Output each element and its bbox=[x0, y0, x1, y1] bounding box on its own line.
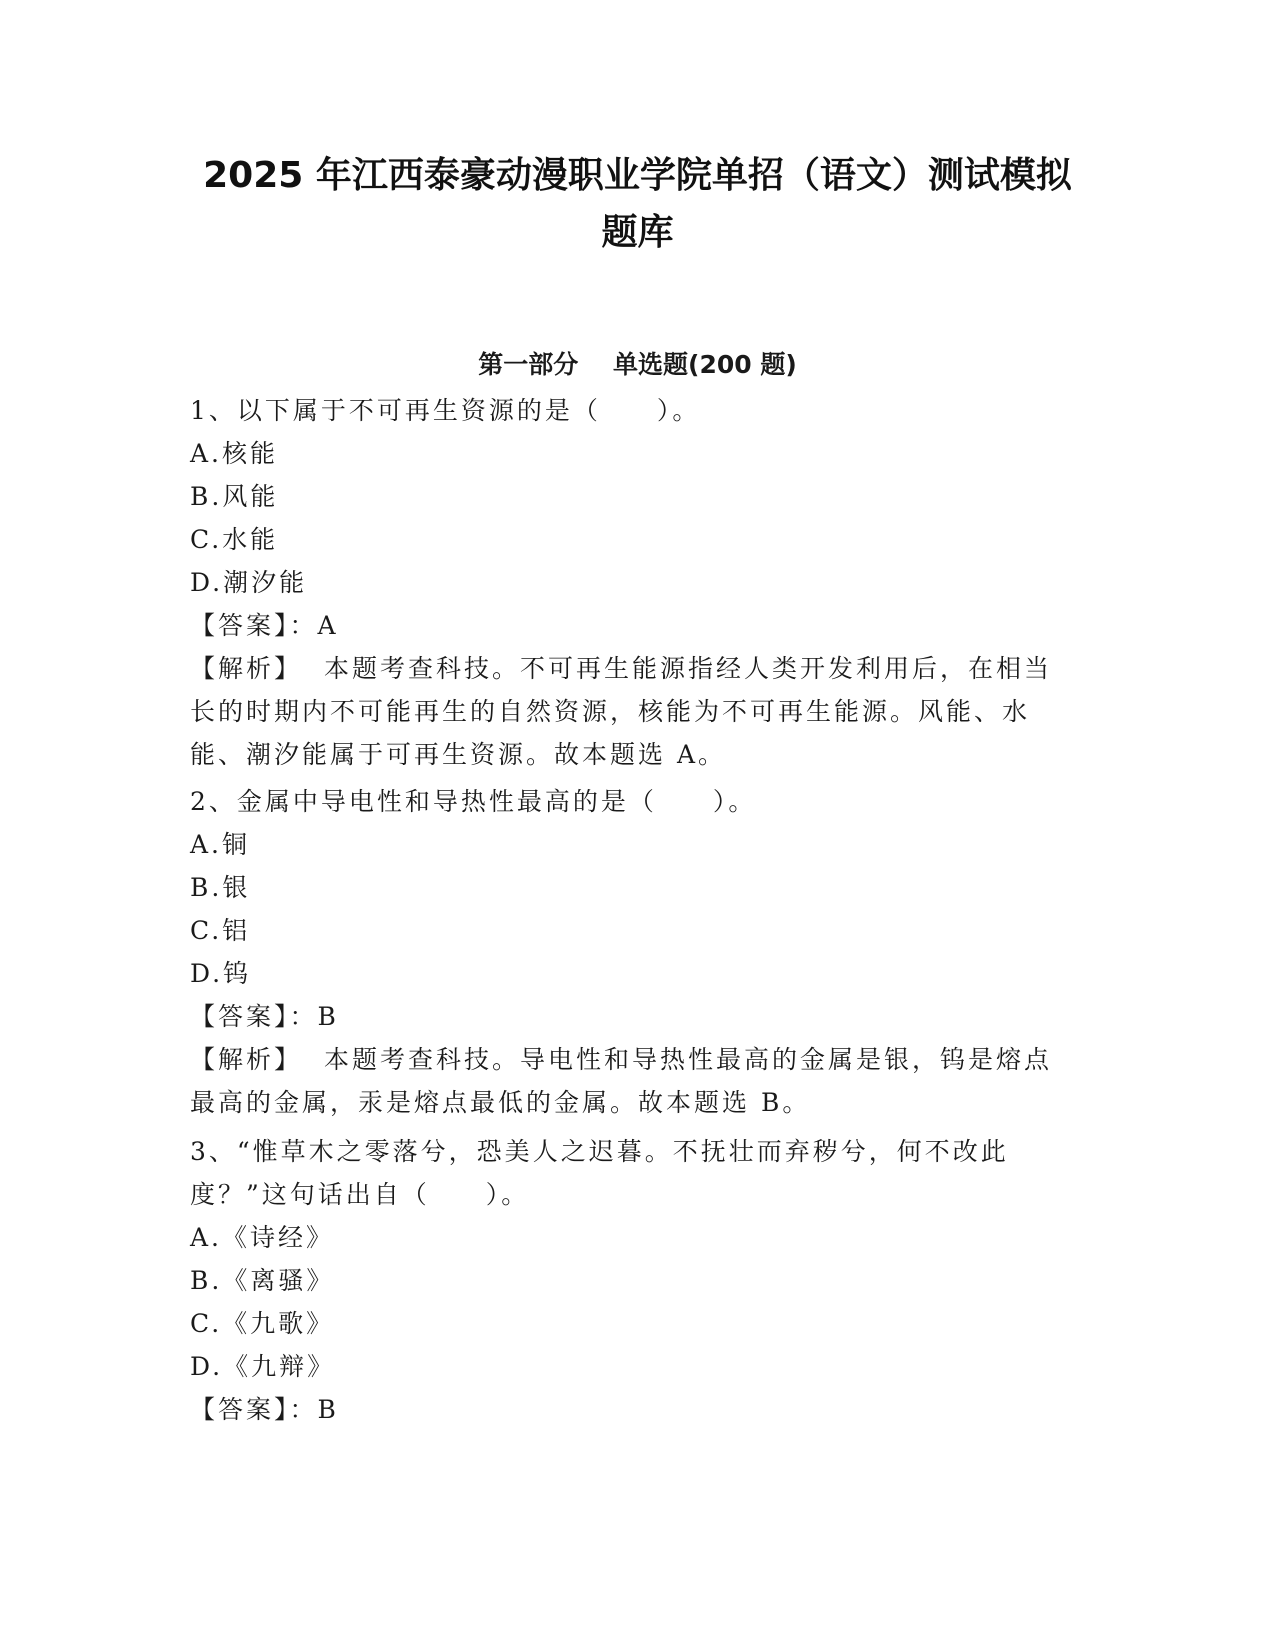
answer-value: ：B bbox=[289, 1395, 339, 1424]
option-a: A.《诗经》 bbox=[190, 1223, 335, 1252]
document-title bbox=[150, 147, 1125, 261]
answer-tag: 【答案】 bbox=[190, 611, 290, 640]
question-3 bbox=[190, 1130, 1080, 1431]
analysis-text: 本题考查科技。不可再生能源指经人类开发利用后，在相当长的时期内不可能再生的自然资源，核能为不可再生能源。风能、水能、潮汐能属于可再生资源。故本题选 A。 bbox=[190, 654, 1053, 769]
analysis-tag: 【解析】 bbox=[190, 1045, 303, 1074]
answer-tag: 【答案】 bbox=[190, 1395, 290, 1424]
question-stem: 1、以下属于不可再生资源的是（ ）。 bbox=[190, 396, 701, 425]
analysis-paragraph bbox=[190, 647, 1080, 776]
option-b: B.风能 bbox=[190, 482, 279, 511]
option-d: D.《九辩》 bbox=[190, 1352, 336, 1381]
question-2 bbox=[190, 780, 1080, 1124]
analysis-text: 本题考查科技。导电性和导热性最高的金属是银，钨是熔点最高的金属，汞是熔点最低的金属。故本题选 B。 bbox=[190, 1045, 1053, 1117]
option-b: B.银 bbox=[190, 873, 251, 902]
option-d: D.钨 bbox=[190, 959, 252, 988]
answer-line bbox=[190, 604, 1080, 647]
answer-line bbox=[190, 995, 1080, 1038]
option-b: B.《离骚》 bbox=[190, 1266, 335, 1295]
answer-value: ：B bbox=[289, 1002, 339, 1031]
question-1 bbox=[190, 389, 1080, 776]
option-a: A.铜 bbox=[190, 830, 251, 859]
answer-tag: 【答案】 bbox=[190, 1002, 290, 1031]
document-title-line-2: 题库 bbox=[601, 212, 674, 253]
option-c: C.《九歌》 bbox=[190, 1309, 335, 1338]
option-c: C.铝 bbox=[190, 916, 251, 945]
question-stem: 3、“惟草木之零落兮，恐美人之迟暮。不抚壮而弃秽兮，何不改此度？”这句话出自（ ）。 bbox=[190, 1137, 1009, 1209]
question-stem: 2、金属中导电性和导热性最高的是（ ）。 bbox=[190, 787, 757, 816]
answer-line bbox=[190, 1388, 1080, 1431]
document-title-line-1: 2025 年江西泰豪动漫职业学院单招（语文）测试模拟 bbox=[203, 155, 1072, 196]
answer-value: ：A bbox=[289, 611, 339, 640]
option-a: A.核能 bbox=[190, 439, 279, 468]
section-heading: 第一部分 单选题(200 题) bbox=[478, 350, 797, 379]
option-d: D.潮汐能 bbox=[190, 568, 308, 597]
analysis-paragraph bbox=[190, 1038, 1080, 1124]
option-c: C.水能 bbox=[190, 525, 279, 554]
analysis-tag: 【解析】 bbox=[190, 654, 303, 683]
